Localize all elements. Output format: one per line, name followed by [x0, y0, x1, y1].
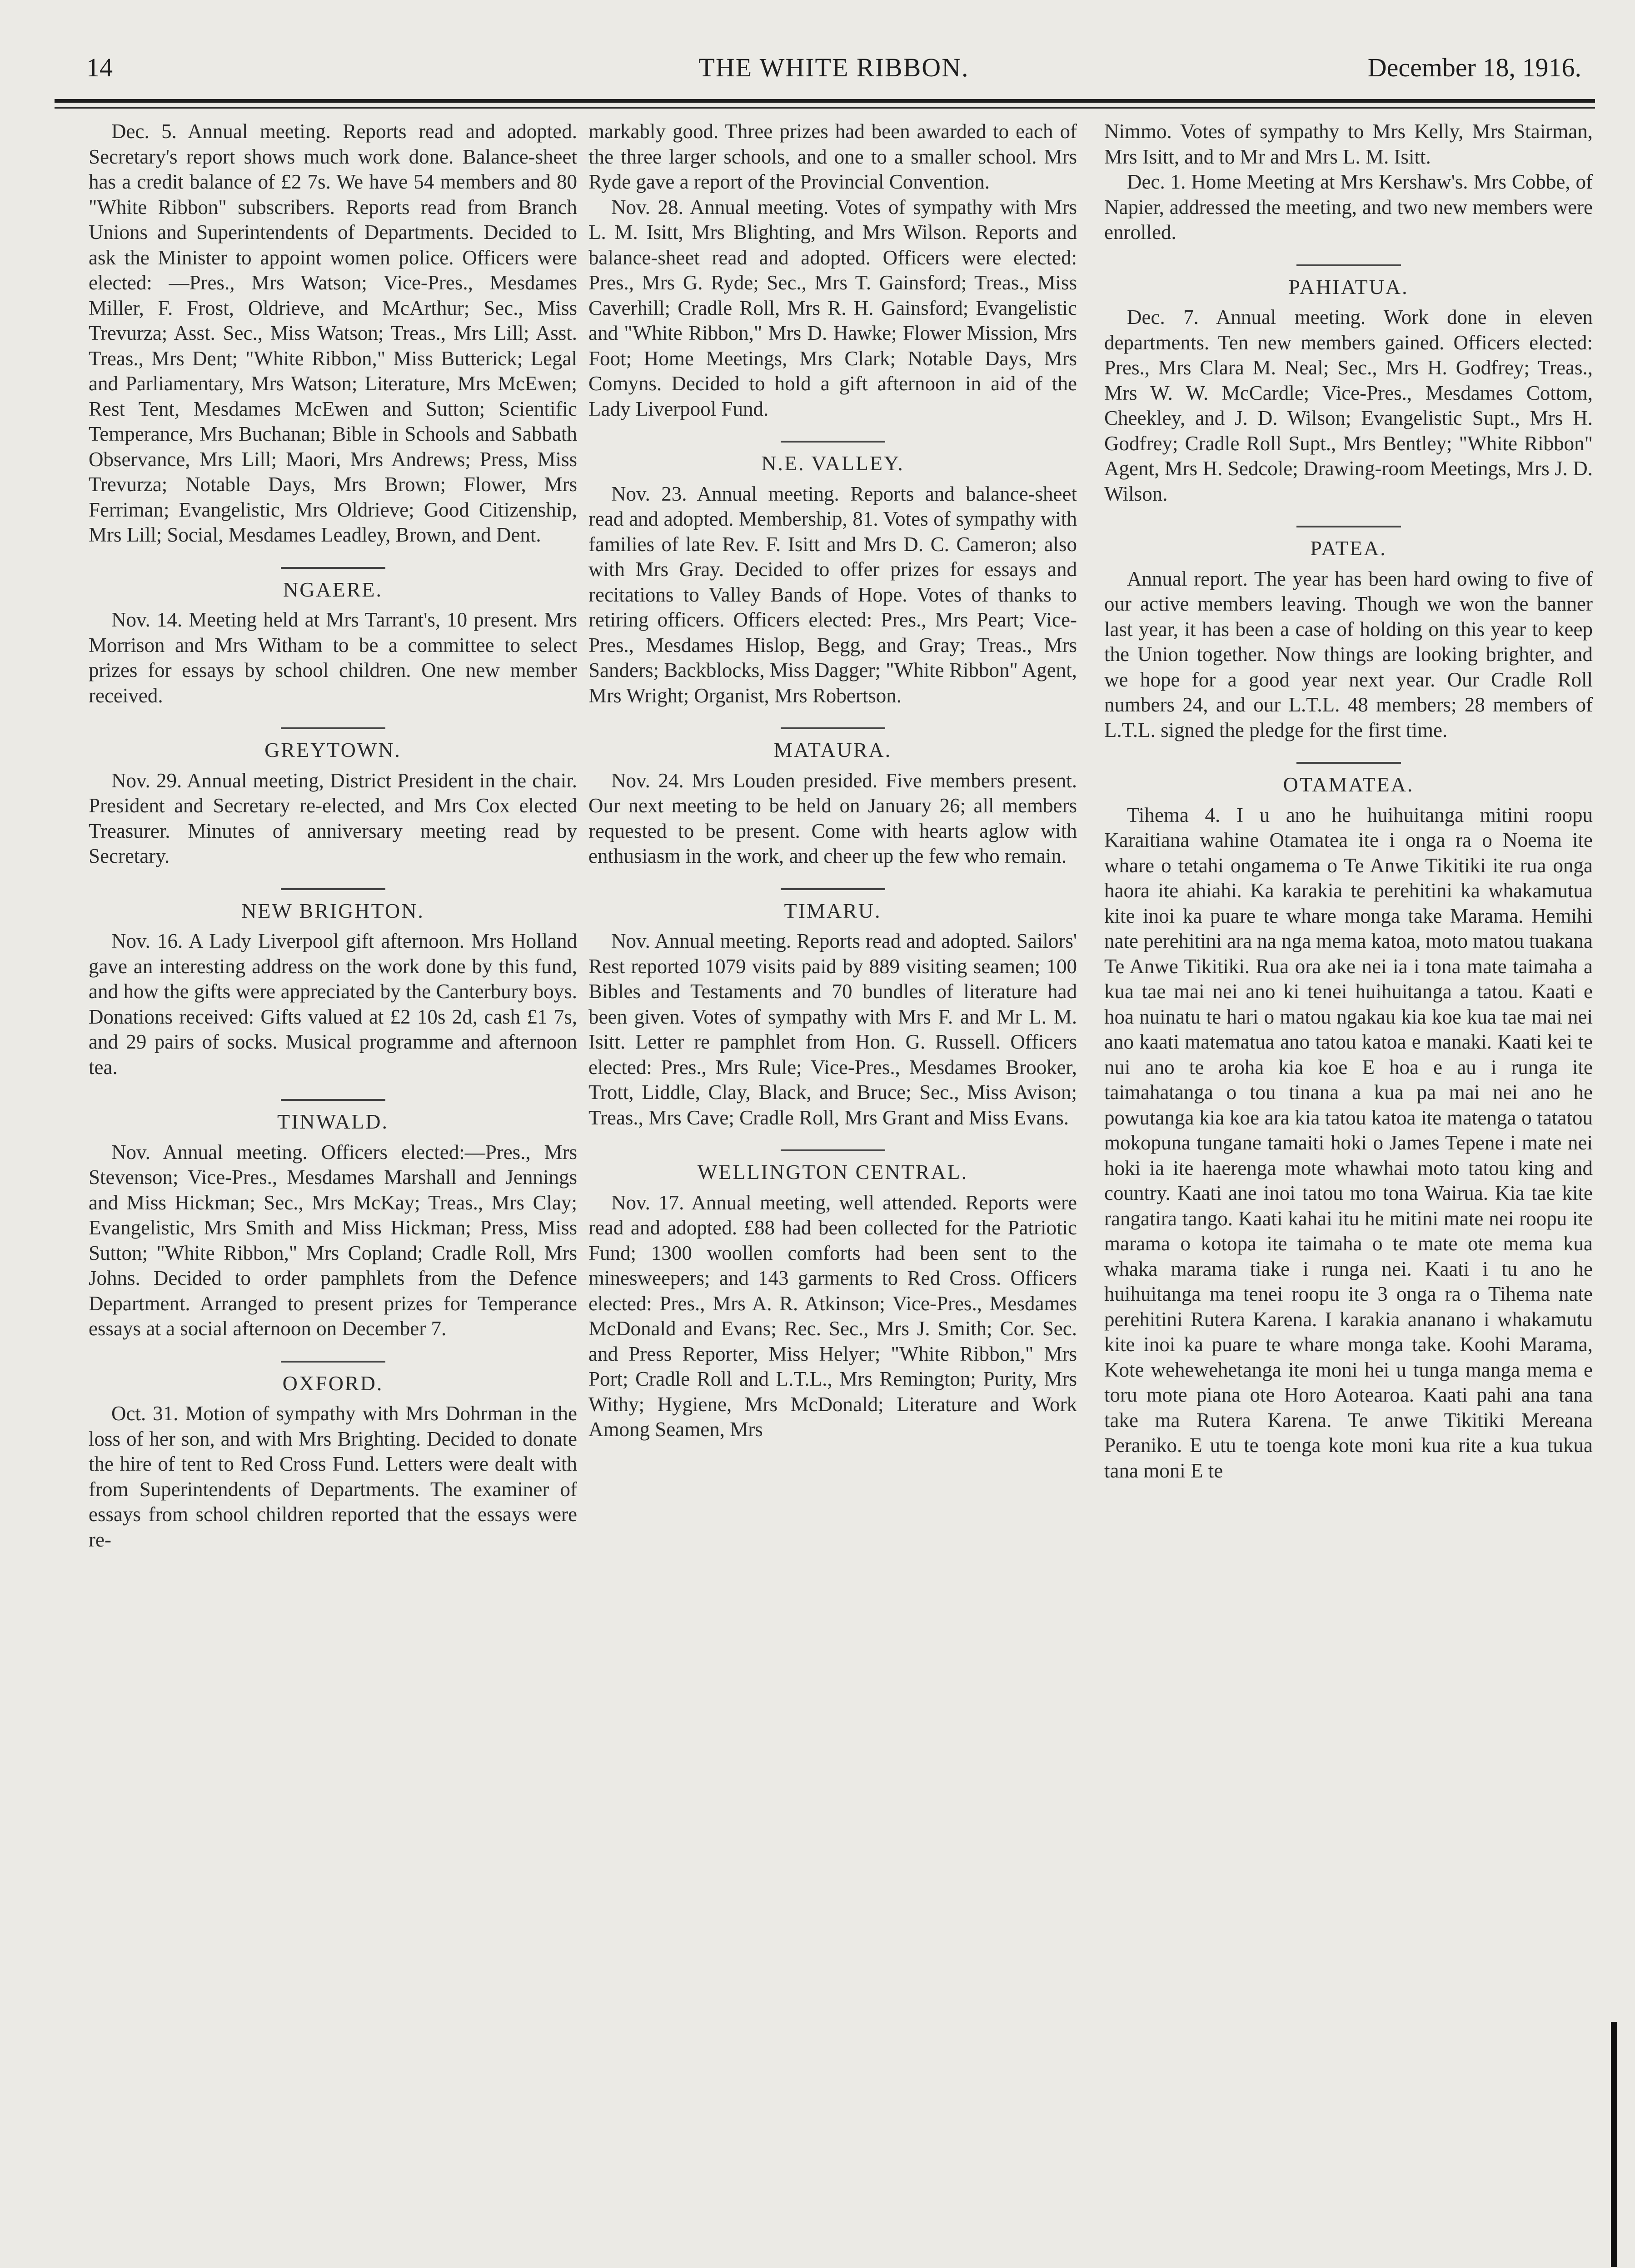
section-divider — [281, 1361, 385, 1363]
report-paragraph: Nov. 29. Annual meeting, District President in the chair. President and Secretary re-elected, and Mrs Cox elected Treasurer. Minutes of anniversary meeting read by Secretary. — [89, 769, 577, 867]
report-paragraph: Oct. 31. Motion of sympathy with Mrs Dohrman in the loss of her son, and with Mrs Brighting. Decided to donate the hire of tent to Red Cross Fund. Letters were dealt with from Superintendents of Departments. The examiner of essays from school children reported that the essays were re- — [89, 1402, 577, 1551]
issue-date: December 18, 1916. — [1367, 53, 1581, 82]
report-paragraph: Nov. 17. Annual meeting, well attended. Reports were read and adopted. £88 had been collected for the Patriotic Fund; 1300 woollen comforts had been sent to the minesweepers; and 143 garments to Red Cross. Officers elected: Pres., Mrs A. R. Atkinson; Vice-Pres., Mesdames McDonald and Evans; Rec. Sec., Mrs J. Smith; Cor. Sec. and Press Reporter, Miss Helyer; "White Ribbon," Mrs Port; Cradle Roll and L.T.L., Mrs Remington; Purity, Mrs Withy; Hygiene, Mrs McDonald; Literature and Work Among Seamen, Mrs — [588, 1191, 1077, 1441]
section-heading: N.E. VALLEY. — [761, 452, 904, 475]
report-paragraph: Dec. 1. Home Meeting at Mrs Kershaw's. Mrs Cobbe, of Napier, addressed the meeting, and two new members were enrolled. — [1104, 170, 1593, 244]
section-divider — [781, 727, 885, 729]
header-rule-thin — [55, 107, 1595, 109]
report-paragraph: Dec. 5. Annual meeting. Reports read and adopted. Secretary's report shows much work done. Balance-sheet has a credit balance of £2 7s. We have 54 members and 80 "White Ribbon" subscribers. Reports read from Branch Unions and Superintendents of Departments. Decided to ask the Minister to appoint women police. Officers were elected: —Pres., Mrs Watson; Vice-Pres., Mesdames Miller, F. Frost, Oldrieve, and McArthur; Sec., Miss Trevurza; Asst. Sec., Miss Watson; Treas., Mrs Lill; Asst. Treas., Mrs Dent; "White Ribbon," Miss Butterick; Legal and Parliamentary, Mrs Watson; Literature, Mrs McEwen; Rest Tent, Mesdames McEwen and Sutton; Scientific Temperance, Mrs Buchanan; Bible in Schools and Sabbath Observance, Mrs Lill; Maori, Mrs Andrews; Press, Miss Trevurza; Notable Days, Mrs Brown; Flower, Mrs Ferriman; Evangelistic, Mrs Oldrieve; Good Citizenship, Mrs Lill; Social, Mesdames Leadley, Brown, and Dent. — [89, 120, 577, 546]
report-paragraph: Nov. Annual meeting. Reports read and adopted. Sailors' Rest reported 1079 visits paid by 889 visiting seamen; 100 Bibles and Testaments and 70 bundles of literature had been given. Votes of sympathy with Mrs F. and Mr L. M. Isitt. Letter re pamphlet from Hon. G. Russell. Officers elected: Pres., Mrs Rule; Vice-Pres., Mesdames Brooker, Trott, Liddle, Clay, Black, and Bruce; Sec., Miss Avison; Treas., Mrs Cave; Cradle Roll, Mrs Grant and Miss Evans. — [588, 930, 1077, 1129]
section-heading: TINWALD. — [277, 1110, 389, 1133]
section-divider — [281, 727, 385, 729]
report-paragraph: Tihema 4. I u ano he huihuitanga mitini roopu Karaitiana wahine Otamatea ite i onga ra o Noema ite whare o tetahi ongamema o Te Anwe Tikitiki ite rua onga haora ite ahiahi. Ka karakia te perehitini ka whakamutua kite inoi ka puare te whare monga take Marama. Hemihi nate perehitini ara na nga mema katoa, moto matou tuakana Te Anwe Tikitiki. Rua ora ake nei ia i tona mate taimaha a kua tae mai nei ano ki tenei huihuitanga a tatou. Kaati e hoa nuinatu te hari o matou ngakau kia koe kua tae mai nei ano kaati matematua ano tatou katoa e manaki. Kaati kei te nui ano te aroha kia koe E hoa e au i runga ite taimahatanga o tou tinana a kua pa mai nei ano he powutanga kia koe ara kia tatou katoa ite matenga o tatatou mokopuna tungane tamaiti hoki o James Tepene i mate nei hoki ia ite haerenga mote whawhai moto tatou king and country. Kaati ane inoi tatou mo tona Wairua. Kia tae kite rangatira tango. Kaati kahai itu he mitini mate nei roopu ite marama o kotopa ite taimaha o te mate ote mema kua whaka marama tiake i runga nei. Kaati i tu ano he huihuitanga ma tenei roopu ite 3 onga ra o Tihema nate perehitini Rutera Karena. I karakia ananano i whakamutu kite inoi ka puare te whare monga take. Koohi Marama, Kote wehewehetanga ite moni hei u tunga manga mema e toru mote piana ote Horo Aotearoa. Kaati pahi ana tana take ma Rutera Karena. Te anwe Tikitiki Mereana Peraniko. E utu te toenga kote moni kua rite a kua tukua tana moni E te — [1104, 803, 1593, 1482]
column-3 — [1104, 119, 1593, 1483]
section-divider — [781, 1149, 885, 1151]
header-rule-thick — [55, 99, 1595, 103]
section-divider — [781, 441, 885, 443]
section-heading: TIMARU. — [784, 899, 882, 922]
section-heading: GREYTOWN. — [264, 738, 401, 761]
publication-title: THE WHITE RIBBON. — [698, 53, 969, 82]
section-divider — [781, 888, 885, 890]
section-heading: OTAMATEA. — [1283, 773, 1414, 796]
report-paragraph: Nov. 23. Annual meeting. Reports and balance-sheet read and adopted. Membership, 81. Votes of sympathy with families of late Rev. F. Isitt and Mrs D. C. Cameron; also with Mrs Gray. Decided to offer prizes for essays and recitations to Valley Bands of Hope. Votes of thanks to retiring officers. Officers elected: Pres., Mrs Peart; Vice-Pres., Mesdames Hislop, Begg, and Gray; Treas., Mrs Sanders; Backblocks, Miss Dagger; "White Ribbon" Agent, Mrs Wright; Organist, Mrs Robertson. — [588, 482, 1077, 707]
section-heading: WELLINGTON CENTRAL. — [697, 1160, 968, 1184]
section-heading: PATEA. — [1310, 537, 1387, 560]
section-heading: OXFORD. — [282, 1371, 384, 1395]
report-paragraph: Annual report. The year has been hard owing to five of our active members leaving. Though we won the banner last year, it has been a case of holding on this year to keep the Union together. Now things are looking brighter, and we hope for a good year next year. Our Cradle Roll numbers 24, and our L.T.L. 48 members; 28 members of L.T.L. signed the pledge for the first time. — [1104, 567, 1593, 741]
report-paragraph: Nov. 24. Mrs Louden presided. Five members present. Our next meeting to be held on January 26; all members requested to be present. Come with hearts aglow with enthusiasm in the work, and cheer up the few who remain. — [588, 769, 1077, 867]
report-paragraph: Nov. Annual meeting. Officers elected:—Pres., Mrs Stevenson; Vice-Pres., Mesdames Marshall and Jennings and Miss Hickman; Sec., Mrs McKay; Treas., Mrs Clay; Evangelistic, Mrs Smith and Miss Hickman; Press, Miss Sutton; "White Ribbon," Mrs Copland; Cradle Roll, Mrs Johns. Decided to order pamphlets from the Defence Department. Arranged to present prizes for Temperance essays at a social afternoon on December 7. — [89, 1140, 577, 1340]
column-2 — [588, 119, 1077, 1442]
section-divider — [1296, 264, 1401, 266]
section-divider — [1296, 762, 1401, 764]
section-heading: MATAURA. — [773, 738, 892, 761]
page-edge-mark — [1611, 2022, 1617, 2267]
section-divider — [1296, 526, 1401, 527]
report-paragraph: Nimmo. Votes of sympathy to Mrs Kelly, Mrs Stairman, Mrs Isitt, and to Mr and Mrs L. M. Isitt. — [1104, 120, 1593, 168]
page-header — [86, 48, 1581, 102]
report-paragraph: Nov. 28. Annual meeting. Votes of sympathy with Mrs L. M. Isitt, Mrs Blighting, and Mrs Wilson. Reports and balance-sheet read and adopted. Officers were elected: Pres., Mrs G. Ryde; Sec., Mrs T. Gainsford; Treas., Miss Caverhill; Cradle Roll, Mrs R. H. Gainsford; Evangelistic and "White Ribbon," Mrs D. Hawke; Flower Mission, Mrs Foot; Home Meetings, Mrs Clark; Notable Days, Mrs Comyns. Decided to hold a gift afternoon in aid of the Lady Liverpool Fund. — [588, 195, 1077, 420]
column-1 — [89, 119, 577, 1552]
section-divider — [281, 567, 385, 569]
section-divider — [281, 888, 385, 890]
report-paragraph: Nov. 14. Meeting held at Mrs Tarrant's, 10 present. Mrs Morrison and Mrs Witham to be a committee to select prizes for essays by school children. One new member received. — [89, 608, 577, 707]
report-paragraph: markably good. Three prizes had been awarded to each of the three larger schools, and one to a smaller school. Mrs Ryde gave a report of the Provincial Convention. — [588, 120, 1077, 193]
report-paragraph: Dec. 7. Annual meeting. Work done in eleven departments. Ten new members gained. Officers elected: Pres., Mrs Clara M. Neal; Sec., Mrs H. Godfrey; Treas., Mrs W. W. McCardle; Vice-Pres., Mesdames Cottom, Cheekley, and J. D. Wilson; Evangelistic Supt., Mrs H. Godfrey; Cradle Roll Supt., Mrs Bentley; "White Ribbon" Agent, Mrs H. Sedcole; Drawing-room Meetings, Mrs J. D. Wilson. — [1104, 306, 1593, 505]
section-heading: NGAERE. — [283, 577, 383, 601]
page-number: 14 — [86, 53, 113, 82]
report-paragraph: Nov. 16. A Lady Liverpool gift afternoon. Mrs Holland gave an interesting address on the work done by this fund, and how the gifts were appreciated by the Canterbury boys. Donations received: Gifts valued at £2 10s 2d, cash £1 7s, and 29 pairs of socks. Musical programme and afternoon tea. — [89, 930, 577, 1079]
section-heading: NEW BRIGHTON. — [241, 899, 424, 922]
section-divider — [281, 1099, 385, 1101]
section-heading: PAHIATUA. — [1288, 275, 1409, 298]
